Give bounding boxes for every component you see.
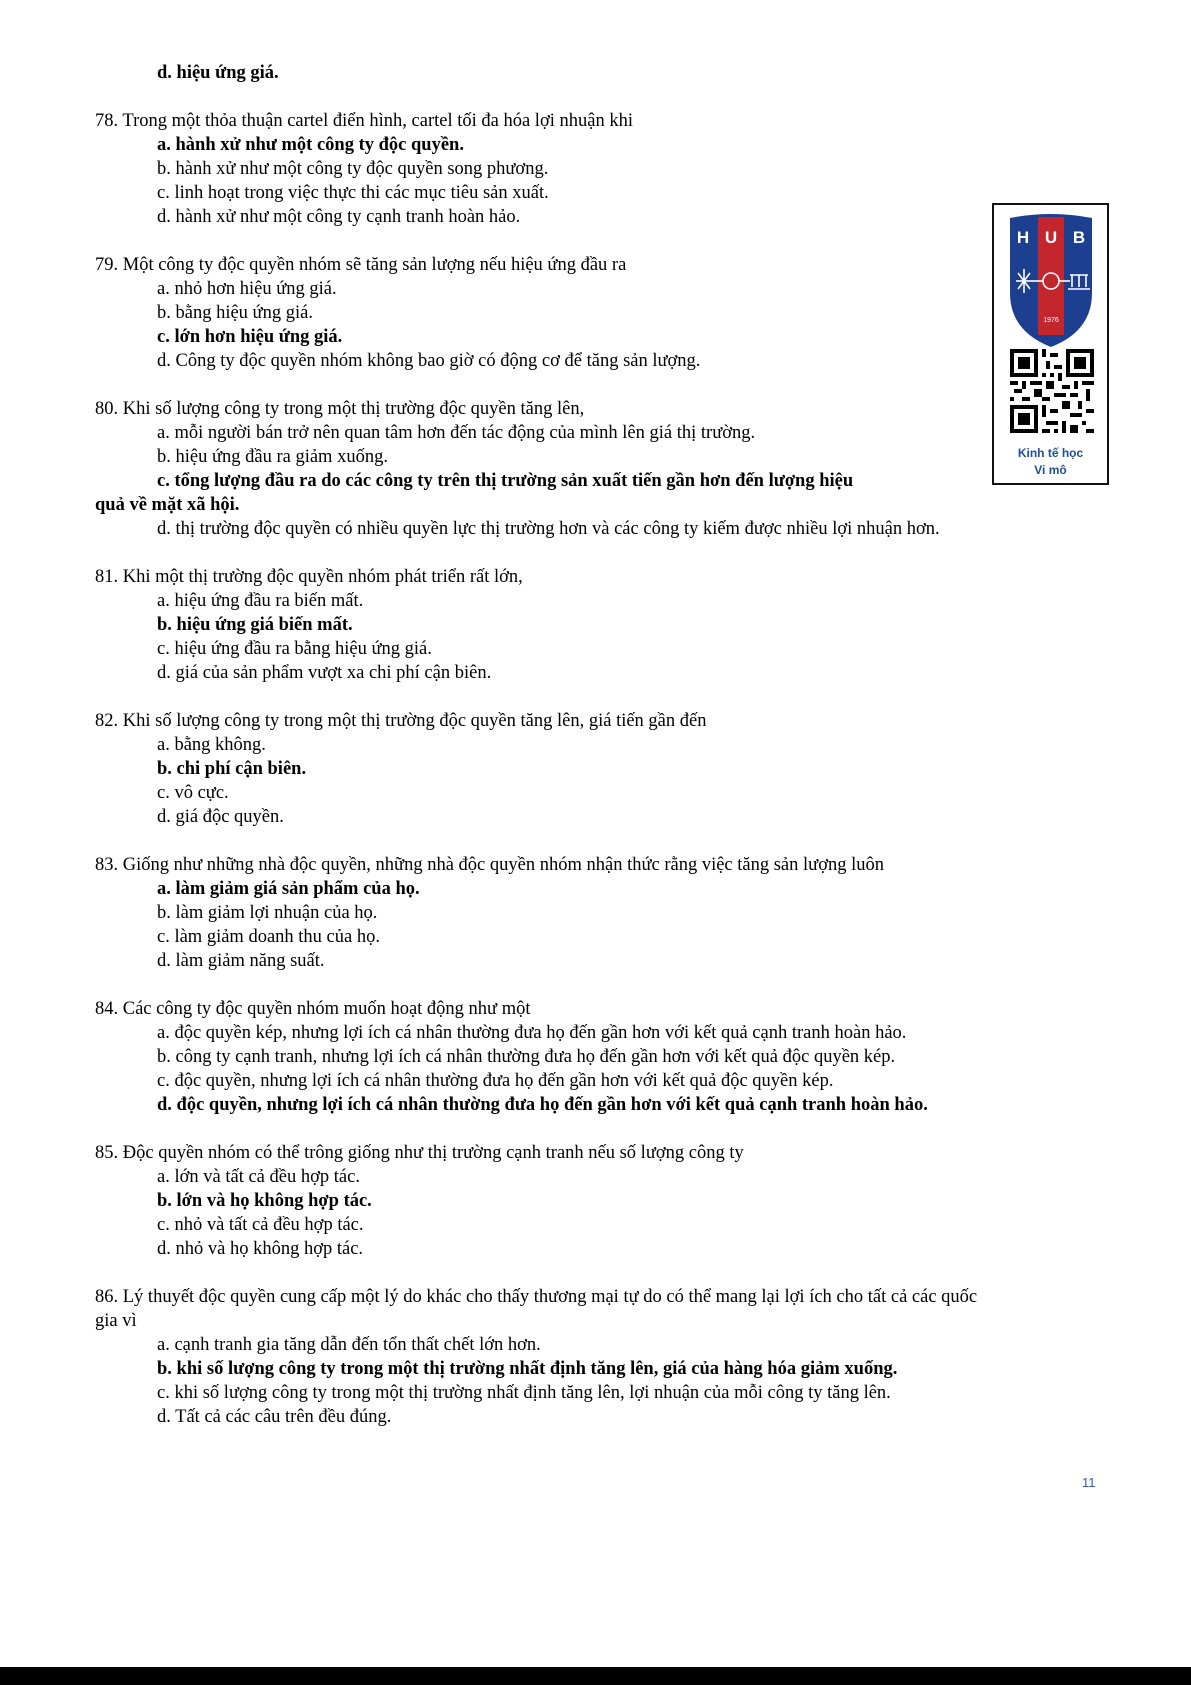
q78-option-c: c. linh hoạt trong việc thực thi các mục tiêu sản xuất. (157, 183, 549, 203)
question-78: 78. Trong một thỏa thuận cartel điển hình, cartel tối đa hóa lợi nhuận khi (95, 111, 633, 131)
q82-option-b: b. chi phí cận biên. (157, 759, 307, 779)
q81-option-b: b. hiệu ứng giá biến mất. (157, 615, 353, 635)
q84-option-c: c. độc quyền, nhưng lợi ích cá nhân thường đưa họ đến gần hơn với kết quả độc quyền kép. (157, 1071, 834, 1091)
q78-option-a: a. hành xử như một công ty độc quyền. (157, 135, 464, 155)
shield-letter-h: H (1016, 228, 1030, 247)
q80-option-b: b. hiệu ứng đầu ra giảm xuống. (157, 447, 388, 467)
q81-option-d: d. giá của sản phẩm vượt xa chi phí cận biên. (157, 663, 492, 683)
question-79: 79. Một công ty độc quyền nhóm sẽ tăng sản lượng nếu hiệu ứng đầu ra (95, 255, 627, 275)
q86-option-a: a. cạnh tranh gia tăng dẫn đến tổn thất chết lớn hơn. (157, 1335, 541, 1355)
q83-option-d: d. làm giảm năng suất. (157, 951, 325, 971)
q86-option-c: c. khi số lượng công ty trong một thị trường nhất định tăng lên, lợi nhuận của mỗi công ty tăng lên. (157, 1383, 891, 1403)
q81-option-a: a. hiệu ứng đầu ra biến mất. (157, 591, 364, 611)
prev-option-d: d. hiệu ứng giá. (157, 63, 279, 83)
q82-option-d: d. giá độc quyền. (157, 807, 284, 827)
q80-option-c: c. tổng lượng đầu ra do các công ty trên thị trường sản xuất tiến gần hơn đến lượng hiệu (157, 471, 854, 491)
q79-option-c: c. lớn hơn hiệu ứng giá. (157, 327, 343, 347)
question-82: 82. Khi số lượng công ty trong một thị trường độc quyền tăng lên, giá tiến gần đến (95, 711, 707, 731)
q80-option-a: a. mỗi người bán trở nên quan tâm hơn đến tác động của mình lên giá thị trường. (157, 423, 756, 443)
q84-option-b: b. công ty cạnh tranh, nhưng lợi ích cá nhân thường đưa họ đến gần hơn với kết quả độc quyền kép. (157, 1047, 896, 1067)
q84-option-d: d. độc quyền, nhưng lợi ích cá nhân thường đưa họ đến gần hơn với kết quả cạnh tranh hoàn hảo. (157, 1095, 928, 1115)
hub-shield-logo (1008, 213, 1094, 349)
badge-label-level: Vi mô (1034, 463, 1067, 477)
q85-option-b: b. lớn và họ không hợp tác. (157, 1191, 372, 1211)
q85-option-a: a. lớn và tất cả đều hợp tác. (157, 1167, 360, 1187)
question-84: 84. Các công ty độc quyền nhóm muốn hoạt động như một (95, 999, 531, 1019)
q80-option-d: d. thị trường độc quyền có nhiều quyền lực thị trường hơn và các công ty kiếm được nhiều lợi nhuận hơn. (157, 519, 940, 539)
q83-option-a: a. làm giảm giá sản phẩm của họ. (157, 879, 420, 899)
q78-option-d: d. hành xử như một công ty cạnh tranh hoàn hảo. (157, 207, 521, 227)
shield-letter-u: U (1044, 228, 1058, 247)
question-80: 80. Khi số lượng công ty trong một thị trường độc quyền tăng lên, (95, 399, 585, 419)
q86-option-d: d. Tất cả các câu trên đều đúng. (157, 1407, 392, 1427)
q79-option-b: b. bằng hiệu ứng giá. (157, 303, 313, 323)
q82-option-a: a. bằng không. (157, 735, 266, 755)
q79-option-d: d. Công ty độc quyền nhóm không bao giờ có động cơ để tăng sản lượng. (157, 351, 701, 371)
question-85: 85. Độc quyền nhóm có thể trông giống như thị trường cạnh tranh nếu số lượng công ty (95, 1143, 744, 1163)
page-number: 11 (1082, 1475, 1096, 1490)
q81-option-c: c. hiệu ứng đầu ra bằng hiệu ứng giá. (157, 639, 432, 659)
bottom-edge-bar (0, 1667, 1191, 1685)
shield-letter-b: B (1072, 228, 1086, 247)
qr-code-icon[interactable] (1010, 349, 1094, 433)
badge-label-subject: Kinh tế học (1017, 446, 1084, 460)
question-81: 81. Khi một thị trường độc quyền nhóm phát triển rất lớn, (95, 567, 523, 587)
q79-option-a: a. nhỏ hơn hiệu ứng giá. (157, 279, 337, 299)
q85-option-d: d. nhỏ và họ không hợp tác. (157, 1239, 364, 1259)
q83-option-b: b. làm giảm lợi nhuận của họ. (157, 903, 378, 923)
q86-option-b: b. khi số lượng công ty trong một thị trường nhất định tăng lên, giá của hàng hóa giảm xuống. (157, 1359, 898, 1379)
question-86: 86. Lý thuyết độc quyền cung cấp một lý do khác cho thấy thương mại tự do có thể mang lại lợi ích cho tất cả các quốc (95, 1287, 978, 1307)
question-86-continued: gia vì (95, 1311, 137, 1331)
q84-option-a: a. độc quyền kép, nhưng lợi ích cá nhân thường đưa họ đến gần hơn với kết quả cạnh tranh hoàn hảo. (157, 1023, 907, 1043)
shield-year: 1976 (1043, 317, 1059, 324)
q85-option-c: c. nhỏ và tất cả đều hợp tác. (157, 1215, 364, 1235)
hub-course-badge (992, 203, 1109, 485)
q78-option-b: b. hành xử như một công ty độc quyền song phương. (157, 159, 549, 179)
q82-option-c: c. vô cực. (157, 783, 229, 803)
question-83: 83. Giống như những nhà độc quyền, những nhà độc quyền nhóm nhận thức rằng việc tăng sản lượng luôn (95, 855, 884, 875)
q80-option-c-continued: quả về mặt xã hội. (95, 495, 240, 515)
q83-option-c: c. làm giảm doanh thu của họ. (157, 927, 380, 947)
